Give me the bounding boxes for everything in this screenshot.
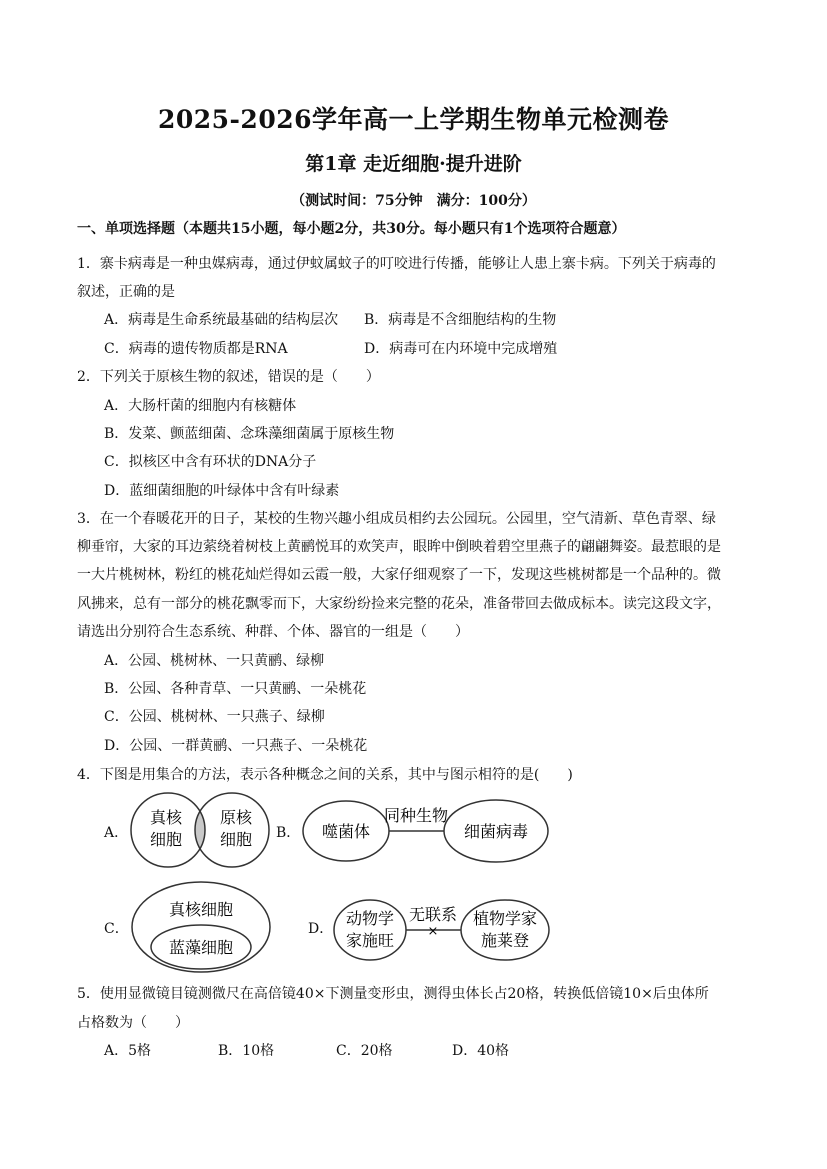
diagram-a-right-top: 原核 (219, 808, 253, 827)
q4-diagram-d (332, 893, 552, 963)
diagram-a-right-bottom: 细胞 (219, 830, 253, 849)
q1-option-a: A．病毒是生命系统最基础的结构层次 (104, 312, 339, 328)
diagram-d-right-bottom: 施莱登 (480, 931, 530, 950)
q3-line-1: 3．在一个春暖花开的日子，某校的生物兴趣小组成员相约去公园玩。公园里，空气清新、草色青翠、绿 (77, 511, 716, 527)
diagram-c-outer: 真核细胞 (168, 900, 234, 919)
diagram-b-link: 同种生物 (383, 806, 449, 825)
q4-diagram-b (300, 795, 550, 867)
diagram-a-left-top: 真核 (149, 808, 183, 827)
q2-option-b: B．发菜、颤蓝细菌、念珠藻细菌属于原核生物 (104, 426, 395, 442)
q3-option-a: A．公园、桃树林、一只黄鹂、绿柳 (104, 653, 325, 669)
diagram-d-left-bottom: 家施旺 (345, 931, 395, 950)
diagram-b-right: 细菌病毒 (463, 822, 529, 841)
diagram-d-right-top: 植物学家 (472, 909, 538, 928)
chapter-subtitle: 第1章 走近细胞·提升进阶 (305, 153, 522, 175)
diagram-d-link: 无联系 (408, 905, 458, 924)
diagram-d-left-top: 动物学 (345, 909, 395, 928)
q2-option-a: A．大肠杆菌的细胞内有核糖体 (104, 398, 297, 414)
q1-option-b: B．病毒是不含细胞结构的生物 (364, 312, 557, 328)
q3-line-4: 风拂来，总有一部分的桃花飘零而下，大家纷纷捡来完整的花朵，准备带回去做成标本。读完这段文字， (77, 596, 721, 612)
q4-option-d-label: D． (308, 921, 334, 937)
q4-option-b-label: B． (276, 825, 301, 841)
q3-option-c: C．公园、桃树林、一只燕子、绿柳 (104, 709, 325, 725)
q3-line-3: 一大片桃树林，粉红的桃花灿烂得如云霞一般，大家仔细观察了一下，发现这些桃树都是一个品种的。微 (77, 567, 721, 583)
diagram-b-left: 噬菌体 (321, 822, 371, 841)
diagram-a-left-bottom: 细胞 (149, 830, 183, 849)
q2-stem: 2．下列关于原核生物的叙述，错误的是（ ） (77, 369, 380, 385)
q3-option-d: D．公园、一群黄鹂、一只燕子、一朵桃花 (104, 738, 368, 754)
q2-option-d: D．蓝细菌细胞的叶绿体中含有叶绿素 (104, 483, 340, 499)
q4-option-a-label: A． (104, 825, 129, 841)
q5-option-d: D．40格 (452, 1043, 510, 1059)
q4-stem: 4．下图是用集合的方法，表示各种概念之间的关系，其中与图示相符的是( ) (77, 767, 573, 783)
q5-option-a: A．5格 (104, 1043, 152, 1059)
q3-option-b: B．公园、各种青草、一只黄鹂、一朵桃花 (104, 681, 367, 697)
q3-line-2: 柳垂帘，大家的耳边萦绕着树枝上黄鹂悦耳的欢笑声，眼眸中倒映着碧空里燕子的翩翩舞姿。最惹眼的是 (77, 539, 721, 555)
q1-stem-line1: 1．寨卡病毒是一种虫媒病毒，通过伊蚊属蚊子的叮咬进行传播，能够让人患上寨卡病。下列关于病毒的 (77, 256, 716, 272)
diagram-c-inner: 蓝藻细胞 (168, 938, 234, 957)
q4-diagram-c (130, 880, 275, 975)
q1-stem-line2: 叙述，正确的是 (77, 284, 175, 300)
q5-stem-line1: 5．使用显微镜目镜测微尺在高倍镜40×下测量变形虫，测得虫体长占20格，转换低倍镜10×后虫体所 (77, 986, 709, 1002)
q5-option-b: B．10格 (218, 1043, 275, 1059)
q3-line-5: 请选出分别符合生态系统、种群、个体、器官的一组是（ ） (77, 624, 469, 640)
exam-info: （测试时间：75分钟 满分：100分） (291, 193, 536, 209)
exam-title: 2025-2026学年高一上学期生物单元检测卷 (157, 105, 670, 134)
section-heading: 一、单项选择题（本题共15小题，每小题2分，共30分。每小题只有1个选项符合题意） (77, 221, 626, 237)
q4-diagram-a (128, 790, 278, 872)
cross-mark: × (427, 924, 439, 939)
q1-option-c: C．病毒的遗传物质都是RNA (104, 341, 288, 357)
q1-option-d: D．病毒可在内环境中完成增殖 (364, 341, 558, 357)
eukaryote-oval (132, 882, 270, 972)
q5-option-c: C．20格 (336, 1043, 393, 1059)
q5-stem-line2: 占格数为（ ） (77, 1015, 189, 1031)
q2-option-c: C．拟核区中含有环状的DNA分子 (104, 454, 317, 470)
q4-option-c-label: C． (104, 921, 129, 937)
